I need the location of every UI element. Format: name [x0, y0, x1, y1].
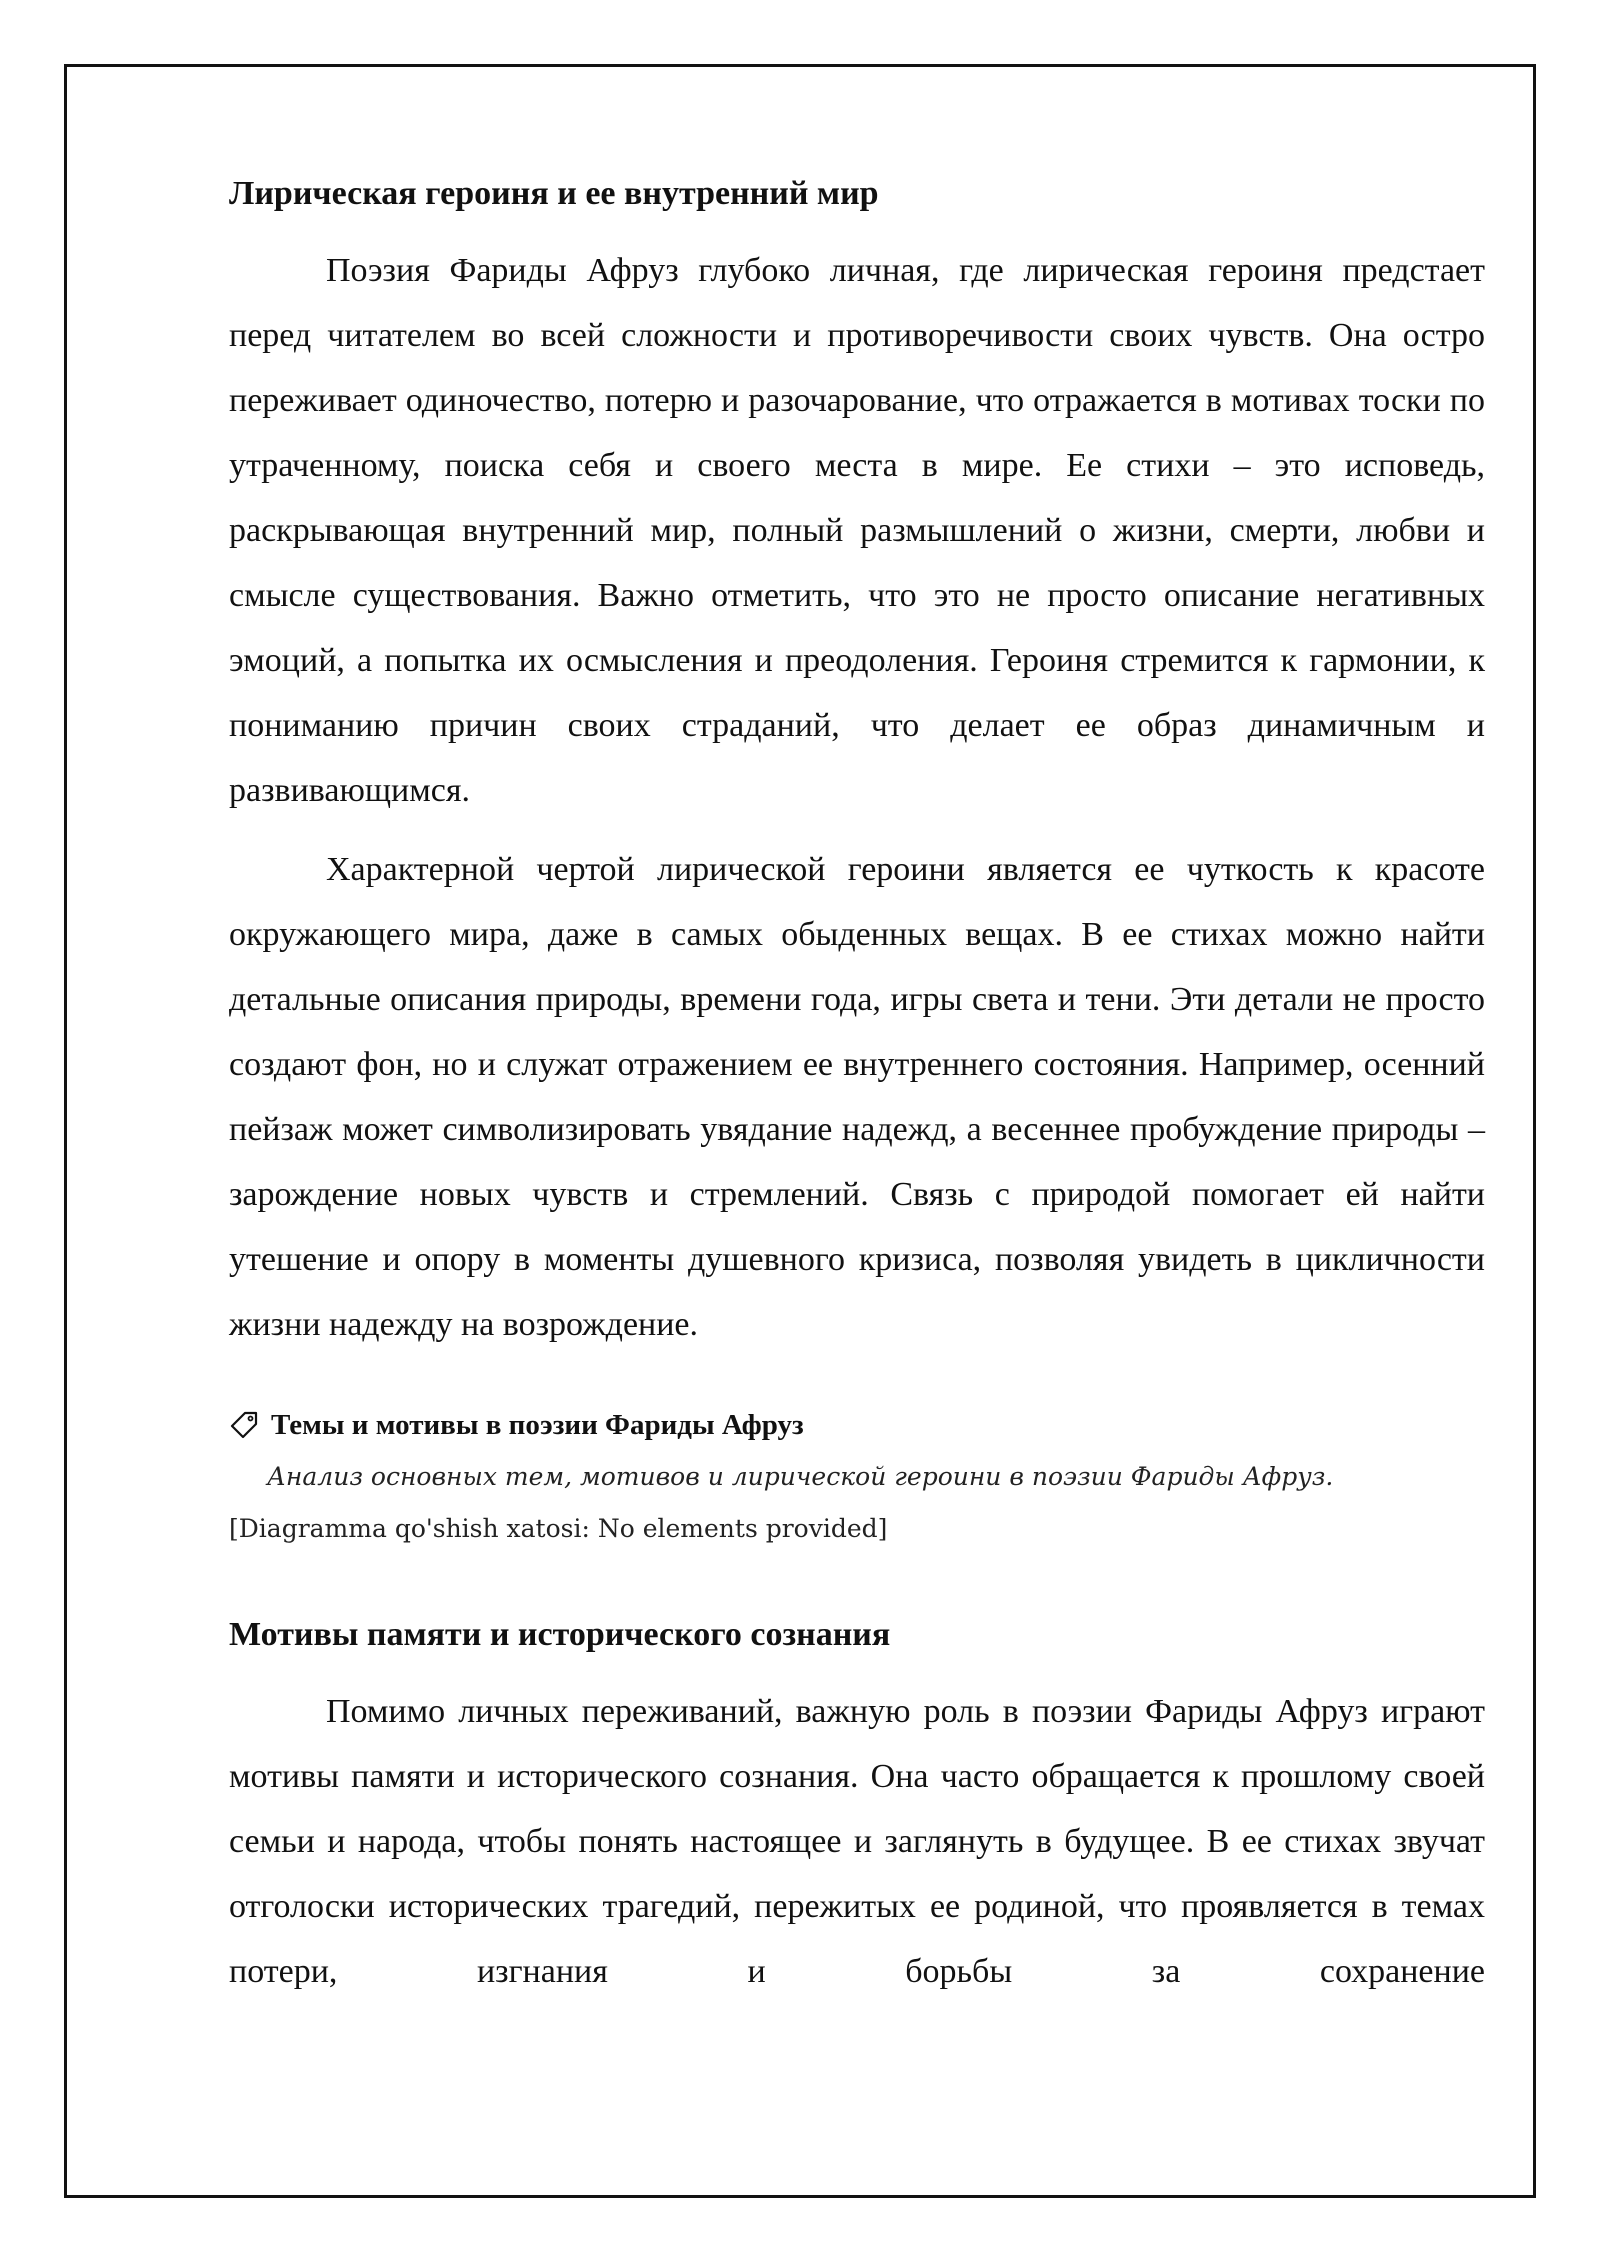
section-heading-lyrical-heroine: Лирическая героиня и ее внутренний мир: [229, 175, 879, 212]
paragraph: Поэзия Фариды Афруз глубоко личная, где лирическая героиня предстает перед читателем во всей сложности и противоречивости своих чувств. Она остро переживает одиночество, потерю и разочарование, что отражается в мотивах тоски по утраченному, поиска себя и своего места в мире. Ее стихи – это исповедь, раскрывающая внутренний мир, полный размышлений о жизни, смерти, любви и смысле существования. Важно отметить, что это не просто описание негативных эмоций, а попытка их осмысления и преодоления. Героиня стремится к гармонии, к пониманию причин своих страданий, что делает ее образ динамичным и развивающимся.: [229, 252, 1485, 809]
paragraph: Помимо личных переживаний, важную роль в поэзии Фариды Афруз играют мотивы памяти и исторического сознания. Она часто обращается к прошлому своей семьи и народа, чтобы понять настоящее и заглянуть в будущее. В ее стихах звучат отголоски исторических трагедий, пережитых ее родиной, что проявляется в темах потери, изгнания и борьбы за сохранение: [229, 1693, 1485, 1990]
diagram-placeholder: [229, 1403, 1485, 1551]
tag-icon: [229, 1410, 259, 1440]
diagram-title-row: [229, 1403, 1485, 1447]
paragraph: Характерной чертой лирической героини является ее чуткость к красоте окружающего мира, даже в самых обыденных вещах. В ее стихах можно найти детальные описания природы, времени года, игры света и тени. Эти детали не просто создают фон, но и служат отражением ее внутреннего состояния. Например, осенний пейзаж может символизировать увядание надежд, а весеннее пробуждение природы – зарождение новых чувств и стремлений. Связь с природой помогает ей найти утешение и опору в моменты душевного кризиса, позволяя увидеть в цикличности жизни надежду на возрождение.: [229, 851, 1485, 1343]
section-heading-memory-motifs: Мотивы памяти и исторического сознания: [229, 1616, 891, 1653]
document-body: [229, 172, 1485, 2018]
diagram-error-message: [Diagramma qo'shish xatosi: No elements provided]: [229, 1514, 888, 1543]
diagram-caption: Анализ основных тем, мотивов и лирической героини в поэзии Фариды Афруз.: [267, 1462, 1334, 1491]
diagram-title: Темы и мотивы в поэзии Фариды Афруз: [271, 1408, 804, 1441]
